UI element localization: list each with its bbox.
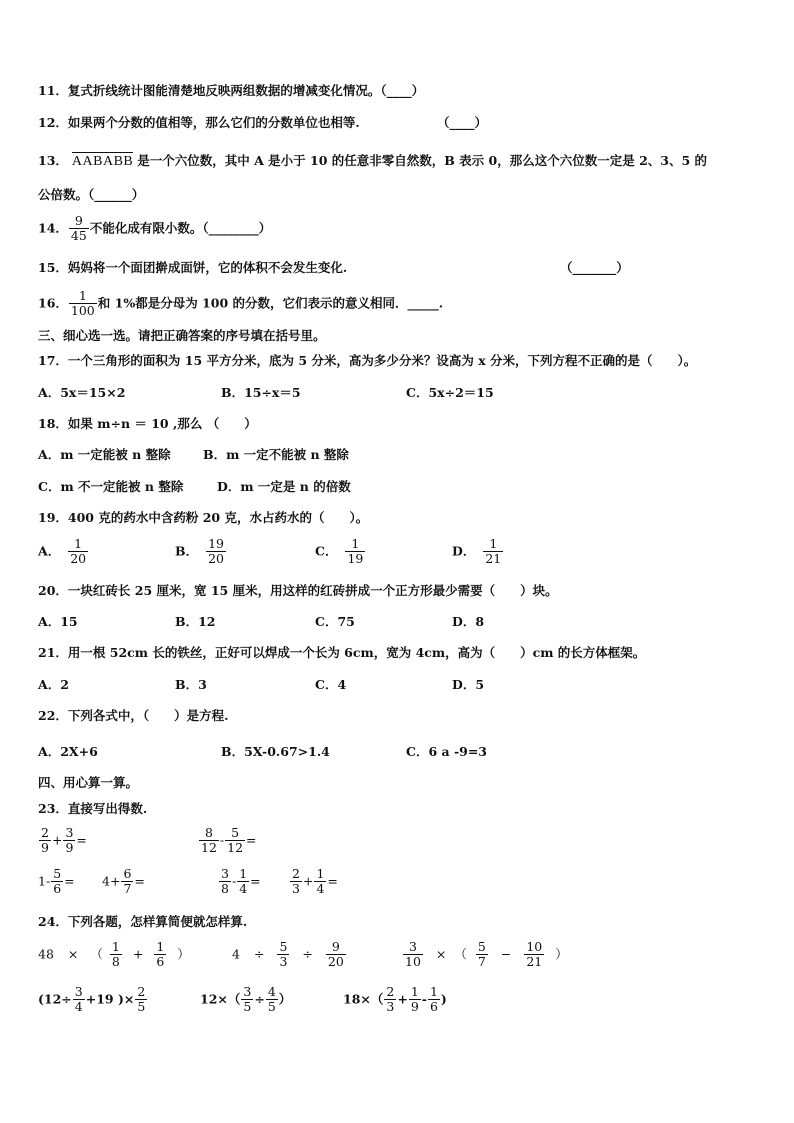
fraction: $\frac{1}{21}$: [485, 536, 502, 567]
option-b: B．m 一定不能被 n 整除: [203, 447, 349, 462]
question-13: [38, 152, 707, 169]
expression-1: $\frac{2}{9}$ + $\frac{3}{9}$ =: [41, 825, 87, 856]
question-23: 23．直接写出得数.: [38, 801, 148, 816]
option-d: D．8: [452, 614, 485, 629]
question-13-number: 13．: [38, 153, 68, 168]
fraction: $\frac{6}{7}$: [123, 866, 132, 897]
expression-2: $\frac{8}{12}$ - $\frac{5}{12}$ =: [201, 825, 257, 856]
question-14-number: 14．: [38, 220, 68, 236]
question-14-text: 不能化成有限小数。（________）: [89, 220, 272, 236]
option-d: D．5: [452, 677, 485, 692]
option-d: D． $\frac{1}{21}$: [452, 536, 502, 567]
option-b: B． $\frac{19}{20}$: [175, 536, 224, 567]
calc-3: $\frac{3}{10}$ × （ $\frac{5}{7}$ − $\frac{10}{21}$ ）: [405, 939, 568, 970]
fraction: $\frac{3}{4}$: [74, 984, 83, 1015]
option-c: C．6 a -9=3: [406, 744, 488, 759]
section-4-heading: 四、用心算一算。: [38, 775, 139, 790]
question-20: 20．一块红砖长 25 厘米，宽 15 厘米，用这样的红砖拼成一个正方形最少需要（ ）块。: [38, 583, 558, 598]
fraction: $\frac{1}{4}$: [239, 866, 248, 897]
fraction: $\frac{9}{45}$: [70, 213, 87, 244]
section-3-heading: 三、细心选一选。请把正确答案的序号填在括号里。: [38, 328, 326, 343]
question-16-text: 和 1%都是分母为 100 的分数，它们表示的意义相同．_____.: [97, 295, 444, 311]
question-21: 21．用一根 52cm 长的铁丝，正好可以焊成一个长为 6cm，宽为 4cm，高为（ ）cm 的长方体框架。: [38, 645, 646, 660]
expression-3: 1- $\frac{5}{6}$ =: [38, 866, 75, 897]
fraction: $\frac{1}{100}$: [70, 288, 95, 319]
expression-6: $\frac{2}{3}$ + $\frac{1}{4}$ =: [292, 866, 338, 897]
calc-4: (12÷ $\frac{3}{4}$ +19 )× $\frac{2}{5}$: [38, 984, 146, 1015]
fraction: $\frac{5}{12}$: [227, 825, 244, 856]
option-b: B．15÷x＝5: [221, 385, 301, 400]
fraction: $\frac{1}{6}$: [156, 939, 165, 970]
expression-4: 4+ $\frac{6}{7}$ =: [102, 866, 145, 897]
fraction: $\frac{9}{20}$: [327, 939, 344, 970]
fraction: $\frac{19}{20}$: [208, 536, 224, 567]
calc-5: 12×（ $\frac{3}{5}$ ÷ $\frac{4}{5}$ ）: [200, 984, 292, 1015]
calc-2: 4 ÷ $\frac{5}{3}$ ÷ $\frac{9}{20}$: [232, 939, 344, 970]
option-c: C．5x÷2＝15: [406, 385, 494, 400]
question-13-line2: 公倍数。（______）: [38, 187, 145, 202]
option-b: B．12: [175, 614, 216, 629]
fraction: $\frac{2}{9}$: [41, 825, 49, 856]
fraction: $\frac{1}{8}$: [111, 939, 120, 970]
question-15-answer-blank: （_______）: [560, 260, 629, 275]
fraction: $\frac{1}{6}$: [429, 984, 438, 1015]
question-18: 18．如果 m÷n ＝ 10 ,那么 （ ）: [38, 416, 257, 431]
fraction: $\frac{5}{6}$: [53, 866, 62, 897]
fraction: $\frac{4}{5}$: [267, 984, 276, 1015]
question-12-answer-blank: （____）: [437, 115, 488, 130]
fraction: $\frac{3}{10}$: [405, 939, 421, 970]
option-a: A． $\frac{1}{20}$: [38, 536, 87, 567]
option-d: D．m 一定是 n 的倍数: [217, 479, 351, 494]
option-b: B．3: [175, 677, 207, 692]
fraction: $\frac{1}{19}$: [347, 536, 364, 567]
question-24: 24．下列各题，怎样算简便就怎样算.: [38, 914, 248, 929]
fraction: $\frac{2}{3}$: [292, 866, 300, 897]
fraction: $\frac{1}{9}$: [410, 984, 419, 1015]
option-c: C．75: [315, 614, 355, 629]
question-14: [38, 214, 271, 244]
option-b: B．5X-0.67>1.4: [221, 744, 330, 759]
option-c: C．m 不一定能被 n 整除: [38, 479, 184, 494]
fraction: $\frac{3}{9}$: [65, 825, 74, 856]
fraction: $\frac{2}{5}$: [137, 984, 146, 1015]
question-19: 19．400 克的药水中含药粉 20 克，水占药水的（ ）。: [38, 510, 369, 525]
question-13-text: 是一个六位数，其中 A 是小于 10 的任意非零自然数，B 表示 0，那么这个六位数一定是 2、3、5 的: [137, 153, 708, 168]
fraction: $\frac{3}{8}$: [221, 866, 229, 897]
calc-1: 48 × （ $\frac{1}{8}$ + $\frac{1}{6}$ ）: [38, 939, 190, 970]
fraction: $\frac{10}{21}$: [526, 939, 543, 970]
question-17: 17．一个三角形的面积为 15 平方分米，底为 5 分米，高为多少分米？设高为 x 分米，下列方程不正确的是（ ）。: [38, 353, 697, 368]
option-a: A．2X+6: [38, 744, 98, 759]
calc-6: 18×（ $\frac{2}{3}$ + $\frac{1}{9}$ - $\frac{1}{6}$ ): [343, 984, 447, 1015]
fraction: $\frac{2}{3}$: [386, 984, 395, 1015]
overlined-number: AABABB: [71, 154, 134, 169]
fraction: $\frac{5}{7}$: [477, 939, 486, 970]
fraction: $\frac{1}{4}$: [316, 866, 325, 897]
fraction: $\frac{8}{12}$: [201, 825, 217, 856]
option-a: A．5x＝15×2: [38, 385, 126, 400]
expression-5: $\frac{3}{8}$ - $\frac{1}{4}$ =: [221, 866, 261, 897]
fraction: $\frac{1}{20}$: [70, 536, 87, 567]
fraction: $\frac{5}{3}$: [279, 939, 288, 970]
question-11: 11．复式折线统计图能清楚地反映两组数据的增减变化情况。（____）: [38, 83, 425, 98]
question-15: 15．妈妈将一个面团擀成面饼，它的体积不会发生变化.: [38, 260, 348, 275]
question-16: [38, 289, 443, 319]
option-a: A．2: [38, 677, 69, 692]
option-a: A．15: [38, 614, 78, 629]
option-a: A．m 一定能被 n 整除: [38, 447, 171, 462]
question-12: 12．如果两个分数的值相等，那么它们的分数单位也相等.: [38, 115, 360, 130]
question-22: 22．下列各式中，（ ）是方程.: [38, 708, 229, 723]
option-c: C．4: [315, 677, 347, 692]
option-c: C． $\frac{1}{19}$: [315, 536, 364, 567]
fraction: $\frac{3}{5}$: [243, 984, 252, 1015]
question-16-number: 16．: [38, 295, 68, 311]
